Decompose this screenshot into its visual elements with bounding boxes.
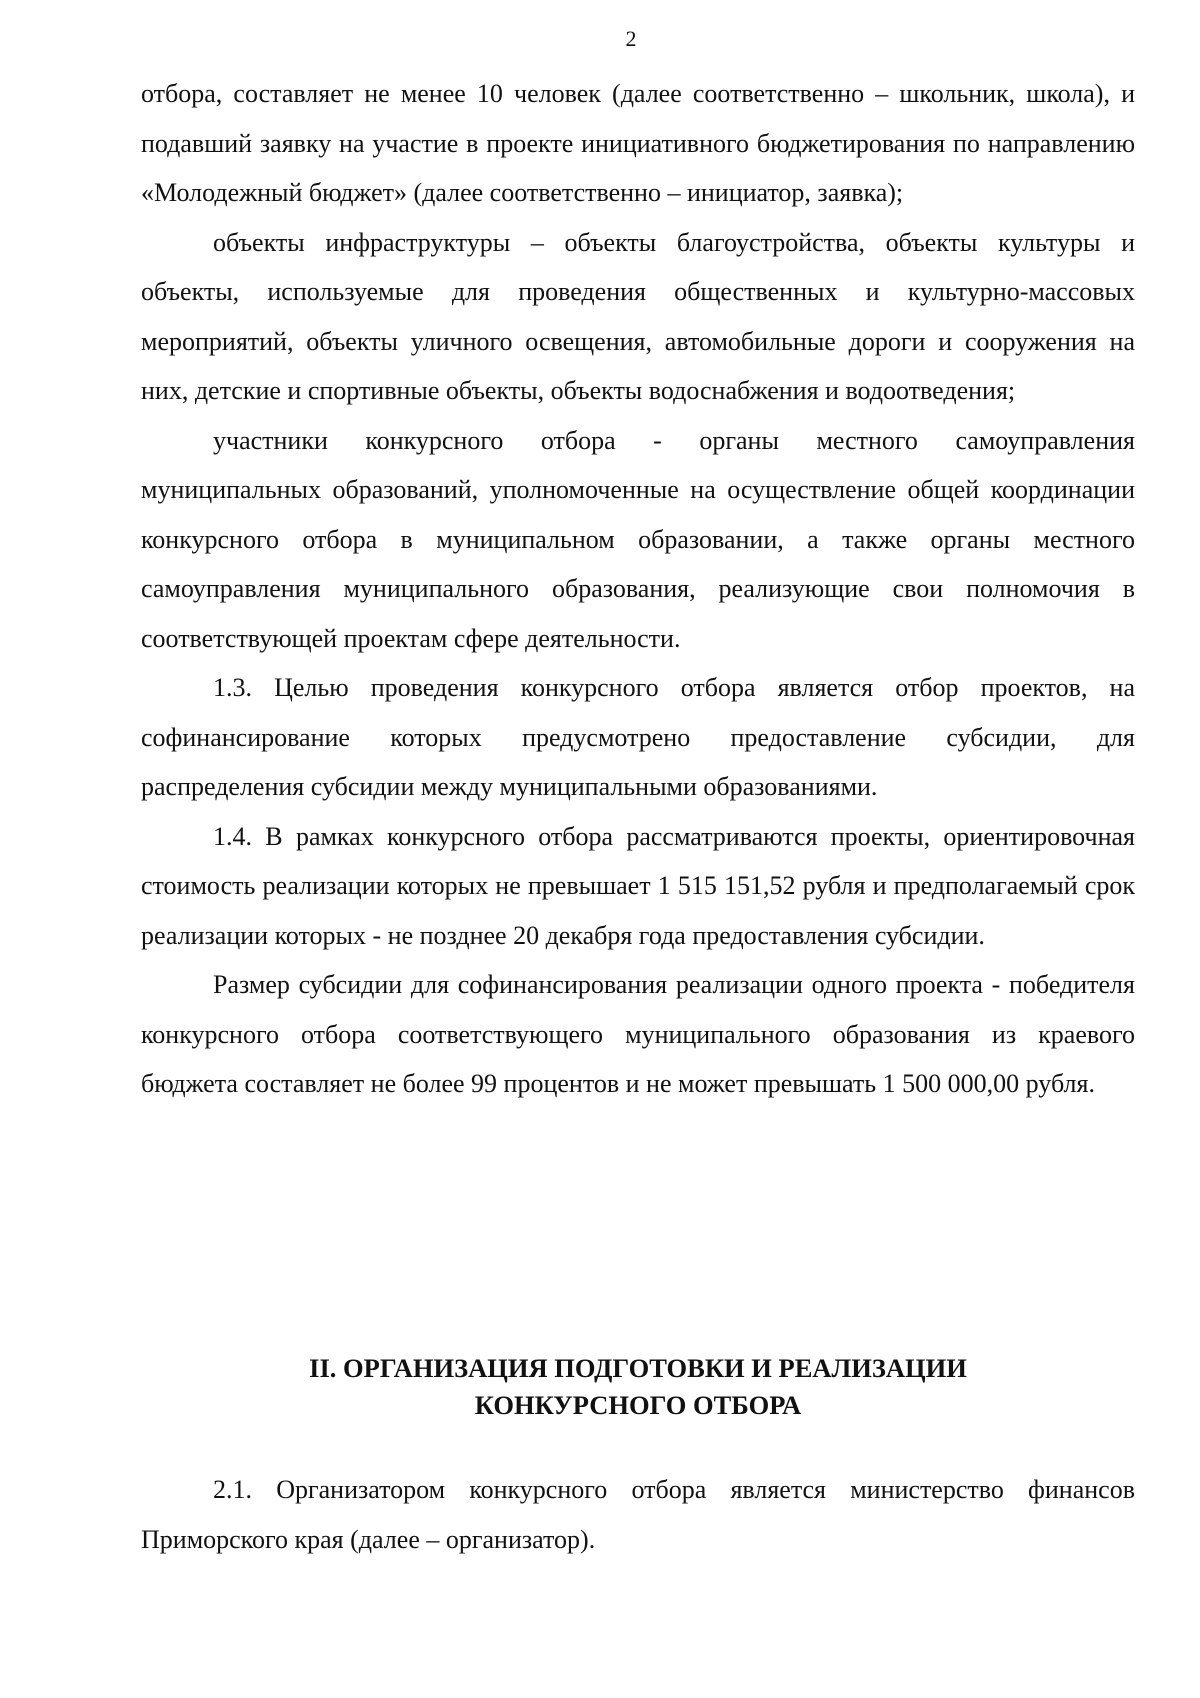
section-heading-line-1: II. ОРГАНИЗАЦИЯ ПОДГОТОВКИ И РЕАЛИЗАЦИИ: [309, 1353, 967, 1383]
section-heading-line-2: КОНКУРСНОГО ОТБОРА: [474, 1390, 802, 1420]
paragraph-infrastructure-definition: объекты инфраструктуры – объекты благоустройства, объекты культуры и объекты, используемые для проведения общественных и культурно-массовых мероприятий, объекты уличного освещения, автомобильные дороги и сооружения на них, детские и спортивные объекты, объекты водоснабжения и водоотведения;: [141, 227, 1135, 405]
paragraph-continuation: отбора, составляет не менее 10 человек (далее соответственно – школьник, школа), и подавший заявку на участие в проекте инициативного бюджетирования по направлению «Молодежный бюджет» (далее соответственно – инициатор, заявка);: [141, 79, 1135, 207]
paragraph-clause-2-1: 2.1. Организатором конкурсного отбора является министерство финансов Приморского края (далее – организатор).: [141, 1475, 1135, 1554]
paragraph-subsidy-amount: Размер субсидии для софинансирования реализации одного проекта - победителя конкурсного отбора соответствующего муниципального образования из краевого бюджета составляет не более 99 процентов и не может превышать 1 500 000,00 рубля.: [141, 970, 1135, 1098]
paragraph-clause-1-4: 1.4. В рамках конкурсного отбора рассматриваются проекты, ориентировочная стоимость реализации которых не превышает 1 515 151,52 рубля и предполагаемый срок реализации которых - не позднее 20 декабря года предоставления субсидии.: [141, 821, 1135, 950]
document-body: [141, 69, 1135, 1109]
page-number: 2: [625, 26, 637, 51]
paragraph-participants-definition: участники конкурсного отбора - органы местного самоуправления муниципальных образований, уполномоченные на осуществление общей координации конкурсного отбора в муниципальном образовании, а также органы местного самоуправления муниципального образования, реализующие свои полномочия в соответствующей проектам сфере деятельности.: [141, 425, 1135, 653]
section-heading: [141, 1350, 1135, 1424]
section-2-body: [141, 1465, 1135, 1564]
paragraph-clause-1-3: 1.3. Целью проведения конкурсного отбора является отбор проектов, на софинансирование которых предусмотрено предоставление субсидии, для распределения субсидии между муниципальными образованиями.: [141, 673, 1135, 801]
